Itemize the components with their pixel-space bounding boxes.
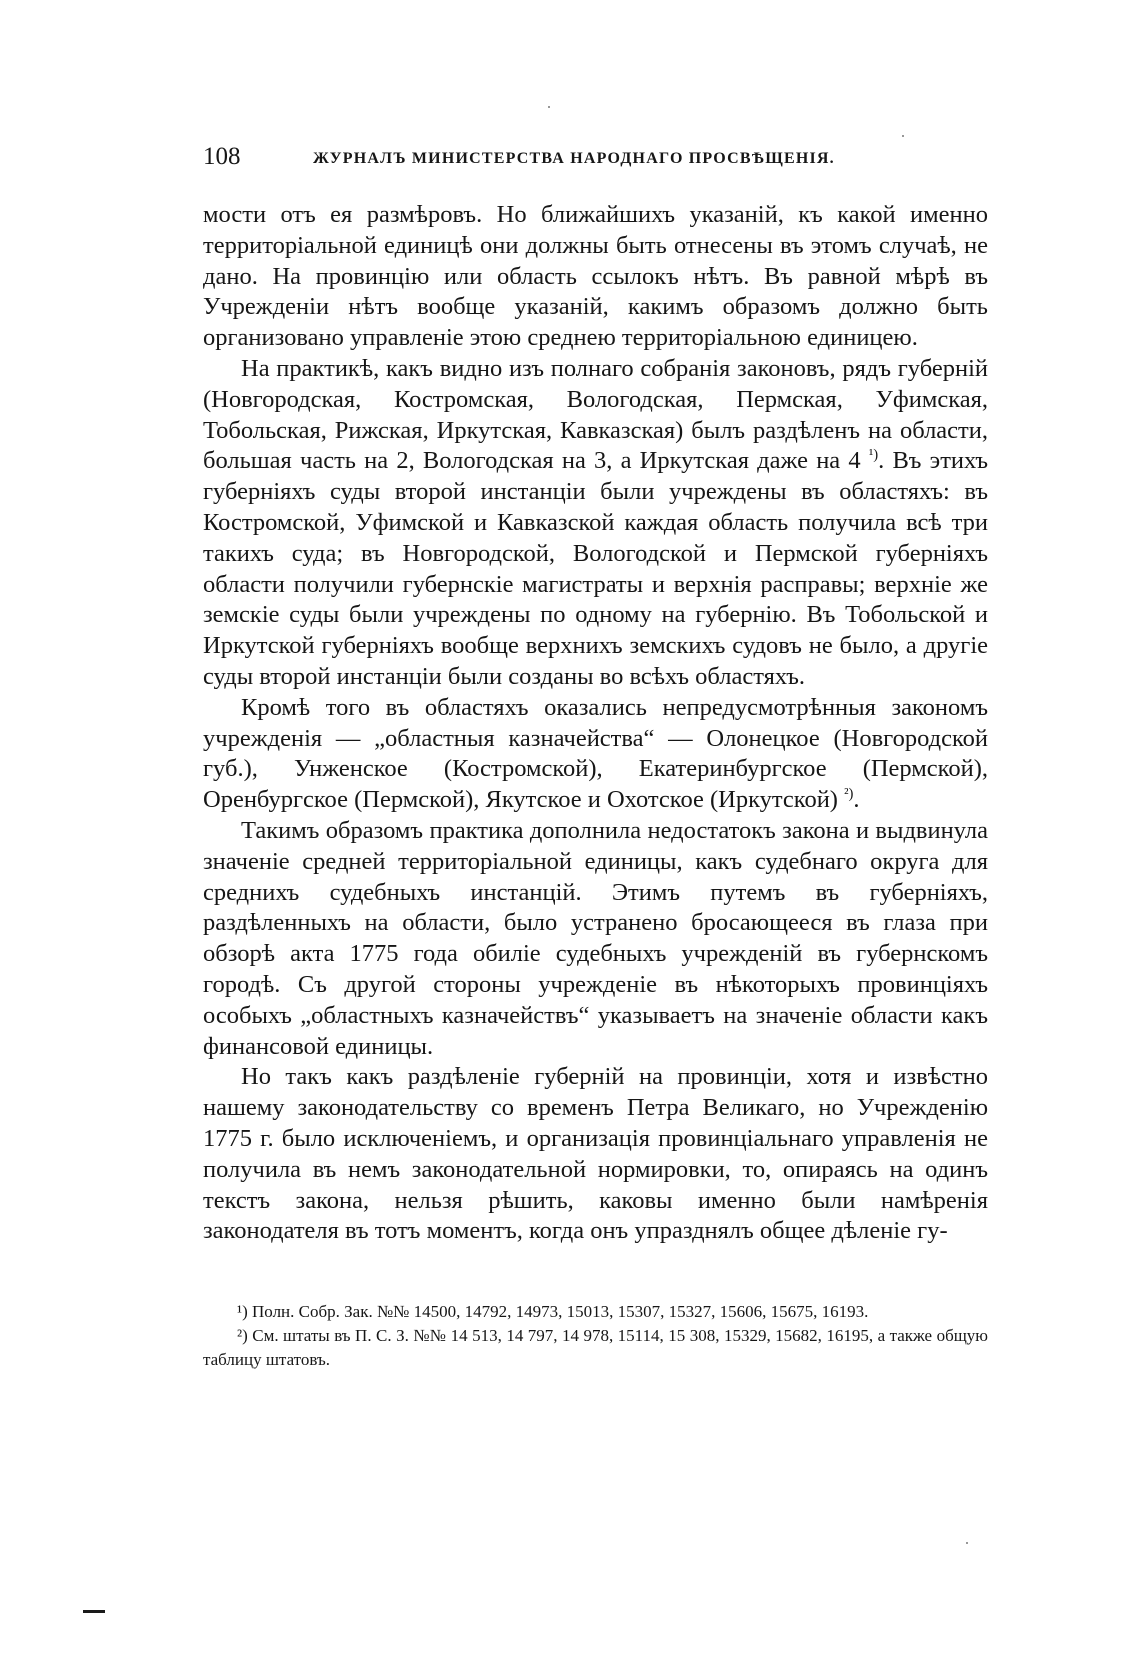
footnotes bbox=[203, 1300, 988, 1372]
paragraph-3-text: Кромѣ того въ областяхъ оказались непредусмотрѣнныя закономъ учрежденія — „областныя казначейства“ — Олонецкое (Новгородской губ.), Унженское (Костромской), Екатеринбургское (Пермской), Оренбургское (Пермской), Якутское и Охотское (Иркутской) bbox=[203, 693, 988, 814]
paragraph-3-end: . bbox=[853, 786, 860, 814]
running-head: ЖУРНАЛЪ МИНИСТЕРСТВА НАРОДНАГО ПРОСВѢЩЕНІЯ. bbox=[313, 150, 835, 167]
footnote-1 bbox=[203, 1300, 988, 1324]
footnote-2-mark: ²) bbox=[237, 1326, 248, 1345]
paper-speck bbox=[966, 1542, 968, 1544]
paragraph-2 bbox=[203, 354, 988, 693]
paragraph-3 bbox=[203, 693, 988, 816]
paragraph-4: Такимъ образомъ практика дополнила недостатокъ закона и выдвинула значеніе средней территоріальной единицы, какъ судебнаго округа для среднихъ судебныхъ инстанцій. Этимъ путемъ въ губерніяхъ, раздѣленныхъ на области, было устранено бросающееся въ глаза при обзорѣ акта 1775 года обиліе судебныхъ учрежденій въ губернскомъ городѣ. Съ другой стороны учрежденіе въ нѣкоторыхъ провинціяхъ особыхъ „областныхъ казначействъ“ указываетъ на значеніе области какъ финансовой единицы. bbox=[203, 816, 988, 1060]
footnote-1-text: Полн. Собр. Зак. №№ 14500, 14792, 14973, 15013, 15307, 15327, 15606, 15675, 16193. bbox=[252, 1302, 869, 1321]
margin-mark bbox=[83, 1610, 105, 1613]
paragraph-2-part-2: . Въ этихъ губерніяхъ суды второй инстанціи были учреждены въ областяхъ: въ Костромской, Уфимской и Кавказской каждая область получила всѣ три такихъ суда; въ Новгородской, Вологодской и Пермской губерніяхъ области получили губернскіе магистраты и верхнія расправы; верхніе же земскіе суды были учреждены по одному на губернію. Въ Тобольской и Иркутской губерніяхъ вообще верхнихъ земскихъ судовъ не было, а другіе суды второй инстанціи были созданы во всѣхъ областяхъ. bbox=[203, 447, 988, 690]
footnote-ref-2: ²) bbox=[844, 786, 854, 803]
paper-speck bbox=[902, 135, 904, 137]
footnote-2 bbox=[203, 1324, 988, 1372]
footnote-2-text: См. штаты въ П. С. З. №№ 14 513, 14 797, 14 978, 15114, 15 308, 15329, 15682, 16195, а также общую таблицу штатовъ. bbox=[203, 1326, 989, 1369]
paragraph-5: Но такъ какъ раздѣленіе губерній на провинціи, хотя и извѣстно нашему законодательству со временъ Петра Великаго, но Учрежденію 1775 г. было исключеніемъ, и организація провинціальнаго управленія не получила въ немъ законодательной нормировки, то, опираясь на одинъ текстъ закона, нельзя рѣшить, каковы именно были намѣренія законодателя въ тотъ моментъ, когда онъ упразднялъ общее дѣленіе гу- bbox=[203, 1063, 988, 1245]
paper-speck bbox=[548, 106, 550, 108]
main-text bbox=[203, 200, 988, 1247]
paragraph-1: мости отъ ея размѣровъ. Но ближайшихъ указаній, къ какой именно территоріальной единицѣ они должны быть отнесены въ этомъ случаѣ, не дано. На провинцію или область ссылокъ нѣтъ. Въ равной мѣрѣ въ Учрежденіи нѣтъ вообще указаній, какимъ образомъ должно быть организовано управленіе этою среднею территоріальною единицею. bbox=[203, 201, 988, 352]
page-header bbox=[203, 140, 988, 174]
footnote-1-mark: ¹) bbox=[237, 1302, 248, 1321]
footnote-ref-1: ¹) bbox=[868, 447, 879, 464]
page-number: 108 bbox=[203, 143, 241, 170]
paragraph-2-part-1: На практикѣ, какъ видно изъ полнаго собранія законовъ, рядъ губерній (Новгородская, Костромская, Вологодская, Пермская, Уфимская, Тобольская, Рижская, Иркутская, Кавказская) былъ раздѣленъ на области, большая часть на 2, Вологодская на 3, а Иркутская даже на 4 bbox=[203, 354, 988, 475]
